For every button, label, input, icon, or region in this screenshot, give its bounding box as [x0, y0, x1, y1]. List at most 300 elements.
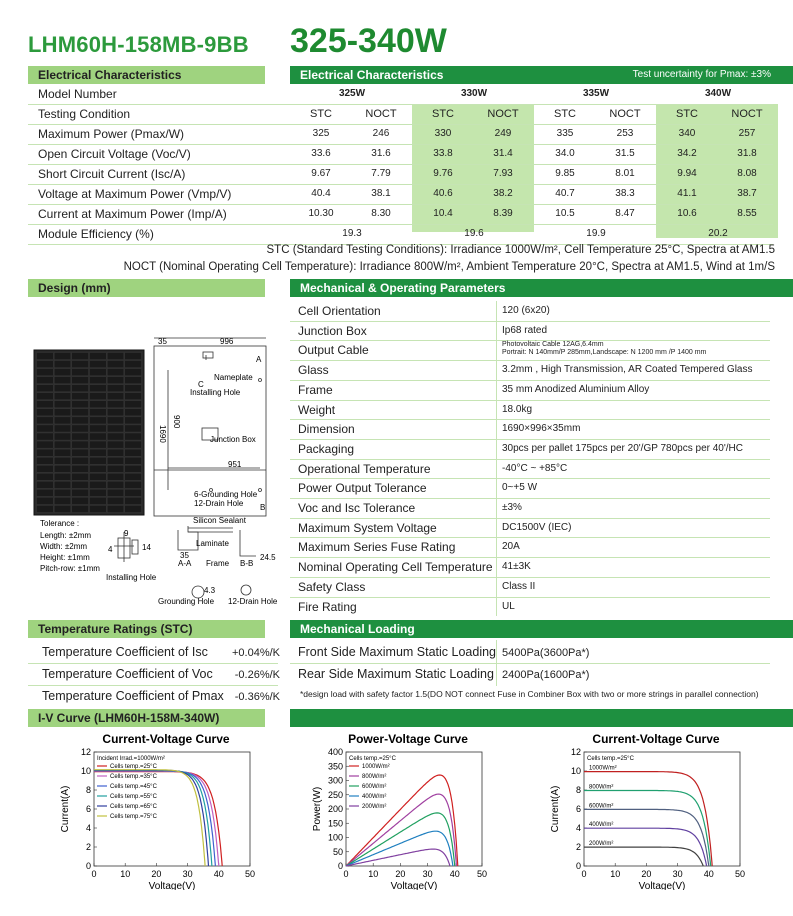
solar-cell	[54, 465, 71, 472]
design-heading-bar	[28, 279, 265, 297]
elec-value-cell: 10.5	[555, 208, 575, 219]
temp-heading-bar	[28, 620, 265, 638]
elec-row-label: Voltage at Maximum Power (Vmp/V)	[38, 187, 232, 201]
chart-2-ytick: 10	[570, 766, 581, 776]
chart-iv-irradiance	[546, 730, 746, 890]
label-grounding: 6-Grounding Hole	[194, 490, 258, 499]
chart-0-legend-item: Cells temp.=45°C	[110, 784, 157, 790]
chart-1-ylabel: Power(W)	[312, 786, 323, 832]
solar-cell	[37, 457, 54, 464]
noct-header: NOCT	[731, 108, 763, 120]
solar-cell	[90, 385, 107, 392]
solar-cell	[90, 377, 107, 384]
solar-cell	[90, 369, 107, 376]
mech-row-value: DC1500V (IEC)	[502, 521, 572, 533]
solar-cell	[37, 497, 54, 504]
model-header-1: 330W	[460, 88, 488, 99]
solar-cell	[54, 489, 71, 496]
elec-value-cell: 253	[616, 128, 634, 139]
efficiency-cell: 19.3	[342, 228, 362, 239]
model-header-0: 325W	[338, 88, 366, 99]
chart-1-ytick: 400	[327, 747, 343, 757]
chart-0-legend-item: Cells temp.=55°C	[110, 794, 157, 800]
solar-cell	[54, 433, 71, 440]
load-divider	[290, 663, 770, 664]
noct-header: NOCT	[609, 108, 641, 120]
label-b: B	[260, 503, 266, 512]
chart-1-legend-item: 800W/m²	[362, 774, 387, 780]
solar-cell	[90, 505, 107, 512]
solar-cell	[125, 473, 142, 480]
dim-24-5: 24.5	[260, 553, 276, 562]
chart-2-ytick: 2	[575, 842, 581, 852]
mech-row-value: 41±3K	[502, 561, 531, 573]
solar-cell	[90, 433, 107, 440]
elec-value-cell: 340	[678, 128, 696, 139]
mech-row-label: Frame	[298, 382, 333, 397]
solar-cell	[107, 449, 124, 456]
design-drawing	[28, 300, 288, 615]
chart-2-legend-item: 800W/m²	[589, 784, 614, 791]
solar-cell	[125, 449, 142, 456]
solar-cell	[107, 361, 124, 368]
elec-value-cell: 31.5	[615, 148, 635, 159]
label-aa: A-A	[178, 559, 192, 568]
mech-row-label: Junction Box	[298, 323, 367, 338]
solar-cell	[90, 401, 107, 408]
elec-value-cell: 31.8	[737, 148, 757, 159]
solar-cell	[125, 377, 142, 384]
temp-row-0-value: +0.04%/K	[231, 647, 280, 659]
chart-2-title: Current-Voltage Curve	[592, 732, 720, 746]
label-c: C	[198, 380, 204, 389]
mech-row-value: 30pcs per pallet 175pcs per 20'/GP 780pcs per 40'/HC	[502, 442, 744, 454]
solar-cell	[54, 361, 71, 368]
solar-cell	[90, 449, 107, 456]
mech-row-label: Nominal Operating Cell Temperature	[298, 560, 493, 575]
dim-14: 14	[142, 543, 151, 552]
model-title: LHM60H-158MB-9BB	[28, 32, 249, 57]
solar-cell	[72, 417, 89, 424]
solar-cell	[37, 417, 54, 424]
label-bb: B-B	[240, 559, 254, 568]
chart-0-xtick: 30	[182, 869, 193, 879]
iv-heading: I-V Curve (LHM60H-158M-340W)	[38, 711, 220, 725]
solar-cell	[37, 385, 54, 392]
solar-cell	[54, 417, 71, 424]
solar-cell	[107, 473, 124, 480]
label-installing-hole-2: Installing Hole	[106, 573, 157, 582]
elec-value-cell: 34.2	[677, 148, 697, 159]
solar-cell	[72, 353, 89, 360]
noct-header: NOCT	[487, 108, 519, 120]
chart-pv-irradiance	[308, 730, 488, 890]
load-row-1-value: 2400Pa(1600Pa*)	[502, 669, 590, 681]
chart-0-legend-item: Cells temp.=25°C	[110, 764, 157, 770]
mech-row-label: Power Output Tolerance	[298, 481, 427, 496]
elec-value-cell: 335	[556, 128, 574, 139]
chart-0-xtick: 0	[91, 869, 97, 879]
chart-1-xtick: 50	[476, 869, 488, 879]
elec-value-cell: 33.6	[311, 148, 331, 159]
solar-cell	[90, 497, 107, 504]
solar-cell	[107, 401, 124, 408]
mech-row-value: UL	[502, 600, 515, 612]
elec-value-cell: 33.8	[433, 148, 453, 159]
solar-cell	[72, 457, 89, 464]
chart-0-xtick: 40	[213, 869, 224, 879]
dim-9: 9	[124, 529, 129, 538]
dim-1690: 1690	[158, 425, 167, 443]
temp-row-1-label: Temperature Coefficient of Voc	[42, 667, 213, 681]
solar-cell	[54, 409, 71, 416]
solar-cell	[107, 481, 124, 488]
label-silicon: Silicon Sealant	[193, 516, 246, 525]
chart-2-legend-item: 200W/m²	[589, 841, 614, 848]
solar-cell	[54, 369, 71, 376]
tol-2: Width: ±2mm	[40, 542, 88, 551]
model-header-3: 340W	[704, 88, 732, 99]
mech-row-value: 0~+5 W	[502, 482, 538, 494]
chart-1-title: Power-Voltage Curve	[348, 732, 468, 746]
solar-cell	[107, 457, 124, 464]
solar-cell	[37, 473, 54, 480]
mech-row-value: 3.2mm , High Transmission, AR Coated Tempered Glass	[502, 364, 753, 376]
solar-cell	[54, 449, 71, 456]
mech-row-label: Safety Class	[298, 579, 366, 594]
solar-cell	[72, 489, 89, 496]
chart-1-legend-title: Cells temp.=25°C	[349, 756, 396, 762]
solar-cell	[125, 457, 142, 464]
chart-1-legend-item: 600W/m²	[362, 784, 387, 790]
elec-value-cell: 7.93	[493, 168, 513, 179]
solar-cell	[72, 369, 89, 376]
solar-cell	[37, 369, 54, 376]
temp-row-0-label: Temperature Coefficient of Isc	[42, 645, 208, 659]
elec-row-label: Open Circuit Voltage (Voc/V)	[38, 147, 191, 161]
solar-cell	[90, 465, 107, 472]
mech-row-label: Dimension	[298, 422, 355, 437]
solar-cell	[72, 385, 89, 392]
power-range-title: 325-340W	[290, 22, 447, 60]
mech-row-value: Class II	[502, 580, 536, 592]
solar-cell	[37, 449, 54, 456]
stc-note: STC (Standard Testing Conditions): Irradiance 1000W/m², Cell Temperature 25°C, Spectra at AM1.5	[266, 244, 775, 256]
dim-951: 951	[228, 460, 242, 469]
chart-1-xtick: 20	[395, 869, 406, 879]
label-drain: 12-Drain Hole	[194, 499, 244, 508]
temp-divider	[28, 685, 278, 686]
chart-1-xtick: 30	[422, 869, 433, 879]
elec-value-cell: 257	[738, 128, 756, 139]
mech-row-label: Voc and Isc Tolerance	[298, 501, 416, 515]
chart-2-ytick: 12	[570, 747, 581, 757]
iv-heading-right-bar	[290, 709, 793, 727]
chart-2-series-4	[584, 847, 703, 866]
solar-cell	[125, 433, 142, 440]
elec-value-cell: 40.7	[555, 188, 575, 199]
chart-0-ytick: 8	[85, 785, 91, 795]
chart-2-ylabel: Current(A)	[550, 785, 561, 833]
solar-cell	[54, 497, 71, 504]
solar-cell	[107, 441, 124, 448]
solar-cell	[125, 465, 142, 472]
chart-2-series-2	[584, 809, 709, 866]
solar-cell	[107, 465, 124, 472]
solar-cell	[72, 377, 89, 384]
solar-cell	[72, 441, 89, 448]
elec-value-cell: 38.1	[371, 188, 391, 199]
stc-header: STC	[310, 108, 332, 120]
elec-value-cell: 31.4	[493, 148, 513, 159]
elec-value-cell: 246	[372, 128, 390, 139]
solar-cell	[54, 505, 71, 512]
solar-cell	[37, 393, 54, 400]
solar-cell	[37, 361, 54, 368]
elec-row-label: Model Number	[38, 87, 117, 101]
solar-cell	[107, 489, 124, 496]
chart-0-ytick: 2	[85, 842, 91, 852]
solar-cell	[90, 425, 107, 432]
chart-2-ytick: 4	[575, 823, 581, 833]
solar-cell	[90, 417, 107, 424]
solar-cell	[90, 393, 107, 400]
mech-row-label: Output Cable	[298, 343, 369, 358]
chart-1-series-4	[346, 849, 450, 866]
mech-row-label: Cell Orientation	[298, 304, 381, 318]
elec-row-label: Short Circuit Current (Isc/A)	[38, 167, 186, 181]
solar-cell	[90, 473, 107, 480]
chart-2-ytick: 0	[575, 861, 581, 871]
mech-row-value: Photovoltaic Cable 12AG,6.4mm	[502, 341, 604, 349]
solar-cell	[37, 401, 54, 408]
solar-cell	[54, 457, 71, 464]
chart-0-title: Current-Voltage Curve	[102, 732, 230, 746]
dim-4-3: 4.3	[204, 586, 216, 595]
solar-cell	[125, 369, 142, 376]
stc-header: STC	[554, 108, 576, 120]
solar-cell	[54, 377, 71, 384]
chart-2-xtick: 40	[703, 869, 714, 879]
solar-cell	[37, 505, 54, 512]
mech-row-label: Operational Temperature	[298, 461, 431, 476]
solar-cell	[125, 489, 142, 496]
tol-1: Length: ±2mm	[40, 531, 92, 540]
mech-row-value: ±3%	[502, 502, 522, 513]
chart-2-legend-item: 400W/m²	[589, 822, 614, 829]
solar-cell	[72, 497, 89, 504]
chart-0-legend-item: Cells temp.=75°C	[110, 814, 157, 820]
solar-cell	[107, 353, 124, 360]
label-junction-box: Junction Box	[210, 435, 256, 444]
label-laminate: Laminate	[196, 539, 229, 548]
load-heading-bar	[290, 620, 793, 638]
chart-2-legend-item: 600W/m²	[589, 803, 614, 810]
solar-cell	[54, 441, 71, 448]
solar-cell	[72, 473, 89, 480]
elec-value-cell: 249	[494, 128, 512, 139]
elec-heading-left-bar	[28, 66, 265, 84]
solar-cell	[54, 353, 71, 360]
chart-0-xtick: 10	[120, 869, 131, 879]
elec-value-cell: 7.79	[371, 168, 391, 179]
efficiency-cell: 20.2	[708, 228, 728, 239]
elec-value-cell: 34.0	[555, 148, 575, 159]
solar-cell	[125, 425, 142, 432]
chart-0-xlabel: Voltage(V)	[148, 881, 196, 890]
solar-cell	[37, 433, 54, 440]
mech-row-value: -40°C ~ +85°C	[502, 462, 568, 474]
elec-value-cell: 9.85	[555, 168, 575, 179]
dim-35-section: 35	[180, 551, 189, 560]
mech-row-value: 120 (6x20)	[502, 305, 550, 316]
uncertainty-note: Test uncertainty for Pmax: ±3%	[632, 69, 771, 80]
elec-value-cell: 8.39	[493, 208, 513, 219]
chart-0-ytick: 0	[85, 861, 91, 871]
label-nameplate: Nameplate	[214, 373, 253, 382]
elec-value-cell: 10.30	[308, 208, 334, 219]
efficiency-cell: 19.6	[464, 228, 484, 239]
solar-cell	[107, 425, 124, 432]
solar-cell	[107, 377, 124, 384]
chart-1-ytick: 100	[327, 832, 343, 843]
solar-cell	[107, 497, 124, 504]
solar-cell	[54, 401, 71, 408]
solar-cell	[54, 385, 71, 392]
chart-0-xtick: 20	[151, 869, 162, 879]
dim-996: 996	[220, 337, 234, 346]
solar-cell	[107, 417, 124, 424]
elec-heading-right: Electrical Characteristics	[300, 68, 444, 82]
dim-4: 4	[108, 545, 113, 554]
elec-row-label: Current at Maximum Power (Imp/A)	[38, 207, 227, 221]
chart-1-xtick: 40	[449, 869, 460, 879]
design-heading: Design (mm)	[38, 281, 111, 295]
chart-1-ytick: 0	[337, 861, 343, 871]
mech-row-value: 20A	[502, 541, 520, 553]
load-row-1-label: Rear Side Maximum Static Loading	[298, 667, 494, 681]
chart-iv-temperature	[56, 730, 256, 890]
solar-cell	[90, 489, 107, 496]
chart-2-xtick: 20	[641, 869, 652, 879]
label-grounding-hole: Grounding Hole	[158, 597, 215, 606]
mech-row-label: Packaging	[298, 441, 355, 456]
elec-value-cell: 8.08	[737, 168, 757, 179]
mech-row-value: Ip68 rated	[502, 324, 548, 336]
chart-1-ytick: 200	[327, 804, 343, 814]
mech-row-value: 35 mm Anodized Aluminium Alloy	[502, 383, 650, 395]
elec-value-cell: 330	[434, 128, 452, 139]
solar-cell	[72, 409, 89, 416]
solar-cell	[72, 425, 89, 432]
mech-row-label: Weight	[298, 402, 336, 417]
chart-1-ytick: 250	[327, 789, 343, 800]
dim-35: 35	[158, 337, 167, 346]
chart-2-xtick: 10	[610, 869, 621, 879]
chart-1-legend-item: 200W/m²	[362, 804, 387, 810]
solar-cell	[125, 393, 142, 400]
elec-value-cell: 8.01	[615, 168, 635, 179]
load-note: *design load with safety factor 1.5(DO NOT connect Fuse in Combiner Box with two or more strings in parallel connection)	[300, 689, 759, 699]
chart-1-ytick: 150	[327, 818, 343, 829]
solar-cell	[72, 361, 89, 368]
elec-value-cell: 40.6	[433, 188, 453, 199]
solar-cell	[125, 505, 142, 512]
temp-heading: Temperature Ratings (STC)	[38, 622, 193, 636]
label-frame: Frame	[206, 559, 230, 568]
chart-0-xtick: 50	[244, 869, 256, 879]
elec-value-cell: 8.47	[615, 208, 635, 219]
elec-value-cell: 38.2	[493, 188, 513, 199]
solar-cell	[37, 481, 54, 488]
solar-cell	[90, 457, 107, 464]
solar-cell	[90, 409, 107, 416]
dim-900: 900	[172, 415, 181, 429]
load-heading: Mechanical Loading	[300, 622, 415, 636]
label-a: A	[256, 355, 262, 364]
stc-header: STC	[432, 108, 454, 120]
elec-value-cell: 10.4	[433, 208, 453, 219]
solar-cell	[125, 497, 142, 504]
chart-1-legend-item: 1000W/m²	[362, 764, 390, 770]
chart-1-ytick: 350	[327, 761, 343, 772]
solar-cell	[72, 481, 89, 488]
chart-1-xlabel: Voltage(V)	[390, 881, 438, 890]
chart-1-xtick: 10	[368, 869, 379, 879]
mech-row-value2: Portrait: N 140mm/P 285mm,Landscape: N 1200 mm /P 1400 mm	[502, 349, 707, 357]
chart-2-legend-item: 1000W/m²	[589, 765, 617, 772]
temp-row-1-value: -0.26%/K	[234, 669, 280, 681]
solar-cell	[37, 425, 54, 432]
solar-cell	[72, 465, 89, 472]
elec-value-cell: 38.7	[737, 188, 757, 199]
chart-2-ytick: 8	[575, 785, 581, 795]
solar-cell	[107, 433, 124, 440]
solar-cell	[125, 385, 142, 392]
solar-cell	[37, 441, 54, 448]
mech-row-label: Maximum Series Fuse Rating	[298, 540, 456, 555]
chart-0-legend-title: Incident Irrad.=1000W/m²	[97, 756, 165, 762]
solar-cell	[72, 401, 89, 408]
solar-cell	[125, 417, 142, 424]
solar-cell	[37, 489, 54, 496]
solar-cell	[107, 385, 124, 392]
elec-value-cell: 10.6	[677, 208, 697, 219]
chart-0-legend-item: Cells temp.=65°C	[110, 804, 157, 810]
elec-heading-right-bar	[290, 66, 793, 84]
solar-cell	[72, 433, 89, 440]
elec-value-cell: 31.6	[371, 148, 391, 159]
elec-value-cell: 9.67	[311, 168, 331, 179]
elec-value-cell: 8.30	[371, 208, 391, 219]
chart-2-xtick: 0	[581, 869, 587, 879]
chart-1-xtick: 0	[343, 869, 349, 879]
panel-front-view	[34, 350, 144, 515]
elec-row-label: Maximum Power (Pmax/W)	[38, 127, 185, 141]
elec-value-cell: 41.1	[677, 188, 697, 199]
elec-value-cell: 325	[312, 128, 330, 139]
stc-header: STC	[676, 108, 698, 120]
solar-cell	[37, 465, 54, 472]
tol-3: Height: ±1mm	[40, 553, 90, 562]
solar-cell	[125, 361, 142, 368]
solar-cell	[125, 409, 142, 416]
iv-heading-bar	[28, 709, 265, 727]
chart-2-xtick: 50	[734, 869, 746, 879]
mech-row-value: 18.0kg	[502, 403, 533, 415]
solar-cell	[37, 353, 54, 360]
solar-cell	[54, 393, 71, 400]
